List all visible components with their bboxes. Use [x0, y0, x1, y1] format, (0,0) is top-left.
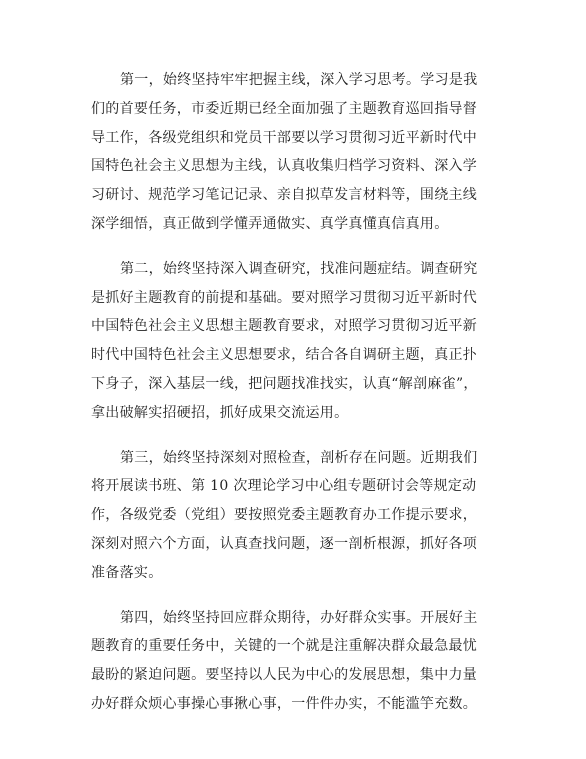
text-line: 第四，始终坚持回应群众期待，办好群众实事。开展好主 [120, 609, 478, 626]
text-line: 第一，始终坚持牢牢把握主线，深入学习思考。学习是我 [120, 72, 478, 88]
text-line: 深刻对照六个方面，认真查找问题，逐一剖析根源，抓好各项 [91, 535, 478, 552]
text-line: 作，各级党委（党组）要按照党委主题教育办工作提示要求， [91, 507, 478, 524]
text-line: 们的首要任务，市委近期已经全面加强了主题教育巡回指导督 [91, 100, 478, 117]
text-line: 最盼的紧迫问题。要坚持以人民为中心的发展思想，集中力量 [91, 667, 478, 684]
paragraph-fourth [91, 604, 501, 719]
text-line: 是抓好主题教育的前提和基础。要对照学习贯彻习近平新时代 [91, 289, 478, 306]
text-line: 办好群众烦心事操心事揪心事，一件件办实，不能滥竽充数。 [91, 695, 478, 712]
paragraph-second [91, 255, 501, 428]
text-line: 时代中国特色社会主义思想要求，结合各自调研主题，真正扑 [91, 347, 478, 364]
text-line: 导工作，各级党组织和党员干部要以学习贯彻习近平新时代中 [91, 129, 478, 146]
text-line: 习研讨、规范学习笔记记录、亲自拟草发言材料等，围绕主线 [91, 187, 478, 204]
text-line: 准备落实。 [91, 564, 163, 581]
text-line: 深学细悟，真正做到学懂弄通做实、真学真懂真信真用。 [91, 215, 449, 232]
text-line: 第三，始终坚持深刻对照检查，剖析存在问题。近期我们 [120, 449, 478, 466]
text-line: 拿出破解实招硬招，抓好成果交流运用。 [91, 404, 349, 421]
text-line: 第二，始终坚持深入调查研究，找准问题症结。调查研究 [120, 260, 478, 277]
text-line: 中国特色社会主义思想主题教育要求，对照学习贯彻习近平新 [91, 318, 478, 335]
text-line: 国特色社会主义思想为主线，认真收集归档学习资料、深入学 [91, 158, 478, 175]
paragraph-first [91, 66, 501, 239]
text-line: 题教育的重要任务中，关键的一个就是注重解决群众最急最忧 [91, 638, 478, 655]
document-body [91, 66, 501, 735]
text-line: 将开展读书班、第 10 次理论学习中心组专题研讨会等规定动 [91, 478, 477, 495]
text-line: 下身子，深入基层一线，把问题找准找实，认真“解剖麻雀”， [91, 375, 478, 392]
paragraph-third [91, 444, 501, 588]
